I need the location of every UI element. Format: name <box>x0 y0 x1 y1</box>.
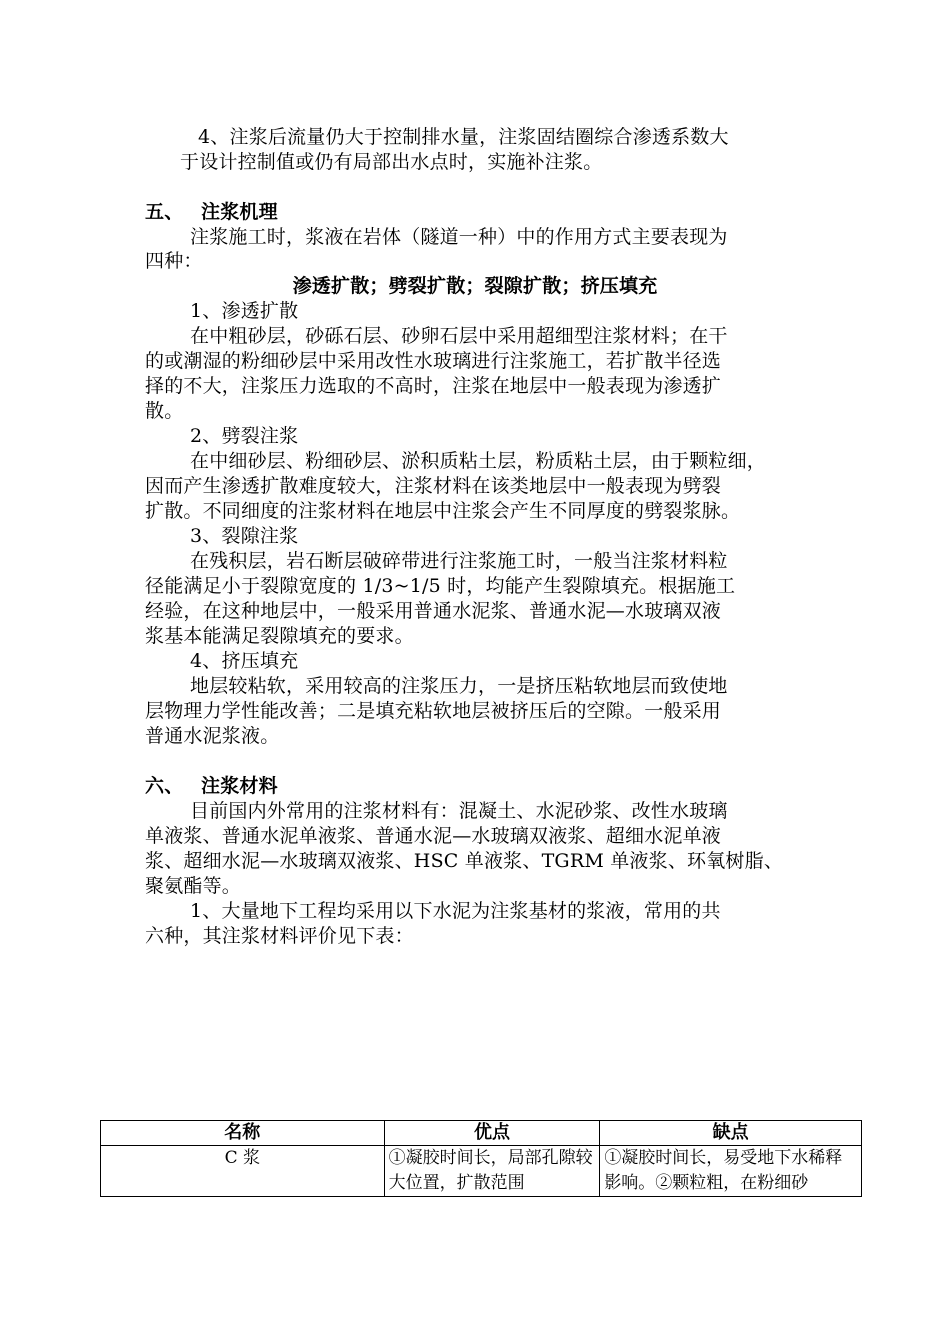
paragraph-line: 在残积层，岩石断层破碎带进行注浆施工时，一般当注浆材料粒 <box>190 550 728 572</box>
paragraph-line: 浆、超细水泥—水玻璃双液浆、HSC 单液浆、TGRM 单液浆、环氧树脂、 <box>145 850 784 872</box>
header-name: 名称 <box>101 1121 385 1146</box>
paragraph-line: 在中细砂层、粉细砂层、淤积质粘土层，粉质粘土层，由于颗粒细， <box>190 450 767 472</box>
cell-name <box>101 1146 385 1197</box>
table-header-row <box>101 1121 862 1146</box>
paragraph-line: 经验，在这种地层中，一般采用普通水泥浆、普通水泥—水玻璃双液 <box>145 600 722 622</box>
paragraph-line: 散。 <box>145 400 184 422</box>
paragraph-line: 扩散。不同细度的注浆材料在地层中注浆会产生不同厚度的劈裂浆脉。 <box>145 500 741 522</box>
paragraph-line: 径能满足小于裂隙宽度的 1/3~1/5 时，均能产生裂隙填充。根据施工 <box>145 575 736 597</box>
paragraph-line: 聚氨酯等。 <box>145 875 242 897</box>
cell-cons-text: ①凝胶时间长，易受地下水稀释影响。②颗粒粗，在粉细砂 <box>604 1148 843 1193</box>
subheading: 3、裂隙注浆 <box>190 525 299 547</box>
section-title: 注浆材料 <box>201 775 278 797</box>
paragraph-line: 的或潮湿的粉细砂层中采用改性水玻璃进行注浆施工，若扩散半径选 <box>145 350 722 372</box>
paragraph-line: 在中粗砂层，砂砾石层、砂卵石层中采用超细型注浆材料；在干 <box>190 325 728 347</box>
header-pros: 优点 <box>384 1121 600 1146</box>
paragraph-line: 单液浆、普通水泥单液浆、普通水泥—水玻璃双液浆、超细水泥单液 <box>145 825 722 847</box>
paragraph-line: 六种，其注浆材料评价见下表： <box>145 925 414 947</box>
paragraph-line: 四种： <box>145 250 203 272</box>
subheading: 1、渗透扩散 <box>190 300 299 322</box>
cell-cons <box>600 1146 862 1197</box>
cell-pros-text: ①凝胶时间长，局部孔隙较大位置，扩散范围 <box>388 1148 593 1193</box>
subheading: 4、挤压填充 <box>190 650 299 672</box>
paragraph-line: 层物理力学性能改善；二是填充粘软地层被挤压后的空隙。一般采用 <box>145 700 722 722</box>
subheading: 2、劈裂注浆 <box>190 425 299 447</box>
paragraph-line: 1、大量地下工程均采用以下水泥为注浆基材的浆液，常用的共 <box>190 900 721 922</box>
paragraph-line: 于设计控制值或仍有局部出水点时，实施补注浆。 <box>180 151 603 173</box>
paragraph-line: 地层较粘软，采用较高的注浆压力，一是挤压粘软地层而致使地 <box>190 675 728 697</box>
paragraph-line: 4、注浆后流量仍大于控制排水量，注浆固结圈综合渗透系数大 <box>198 126 729 148</box>
paragraph-line: 注浆施工时，浆液在岩体（隧道一种）中的作用方式主要表现为 <box>190 226 728 248</box>
cell-pros <box>384 1146 600 1197</box>
paragraph-line: 择的不大，注浆压力选取的不高时，注浆在地层中一般表现为渗透扩 <box>145 375 722 397</box>
grout-material-table <box>100 1120 862 1197</box>
section-heading-6 <box>145 774 278 798</box>
section-number: 六、 <box>145 775 184 797</box>
summary-line: 渗透扩散；劈裂扩散；裂隙扩散；挤压填充 <box>292 275 658 297</box>
paragraph-line: 浆基本能满足裂隙填充的要求。 <box>145 625 414 647</box>
section-title: 注浆机理 <box>201 201 278 223</box>
header-cons: 缺点 <box>600 1121 862 1146</box>
paragraph-line: 目前国内外常用的注浆材料有：混凝土、水泥砂浆、改性水玻璃 <box>190 800 728 822</box>
section-number: 五、 <box>145 201 184 223</box>
section-heading-5 <box>145 200 278 224</box>
cell-name-text: C 浆 <box>224 1148 260 1168</box>
paragraph-line: 因而产生渗透扩散难度较大，注浆材料在该类地层中一般表现为劈裂 <box>145 475 722 497</box>
paragraph-line: 普通水泥浆液。 <box>145 725 280 747</box>
table-row <box>101 1146 862 1197</box>
